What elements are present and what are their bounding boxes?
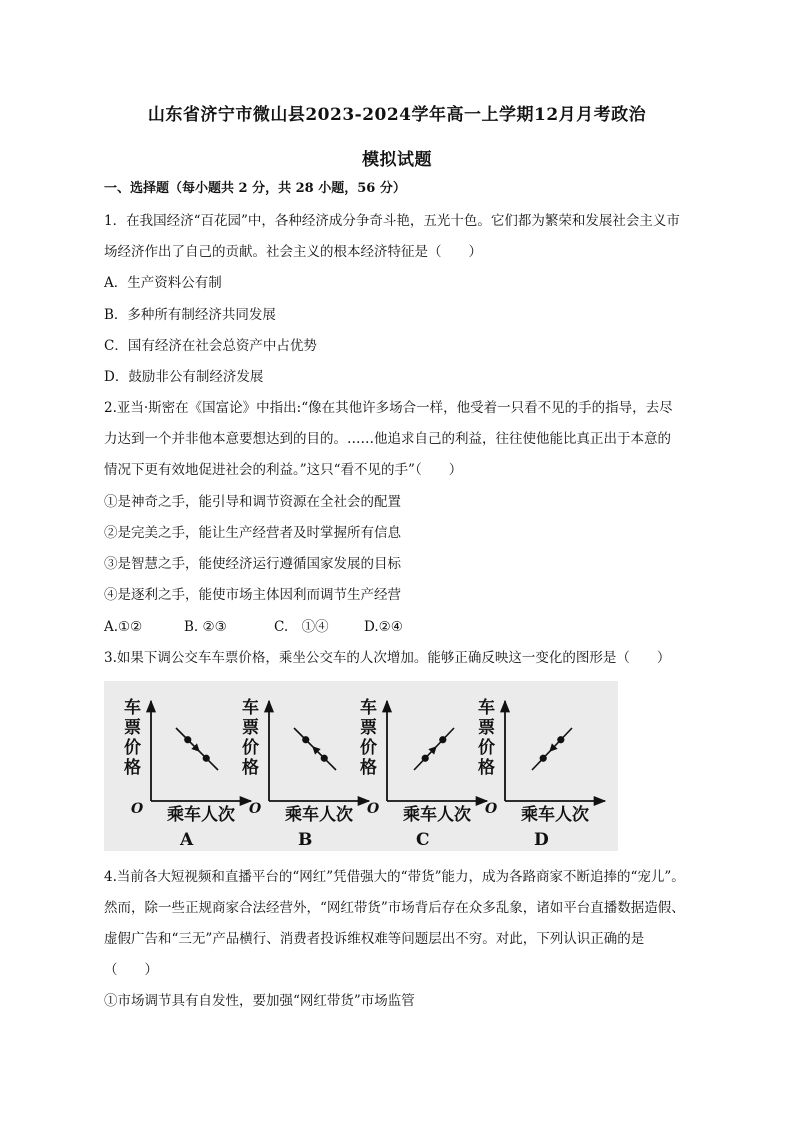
y-axis-label-char: 票	[242, 718, 259, 738]
q1-stem-line2: 场经济作出了自己的贡献。社会主义的根本经济特征是（ ）	[104, 244, 482, 260]
q2-item-2: ②是完美之手，能让生产经营者及时掌握所有信息	[104, 525, 401, 541]
q4-item-1: ①市场调节具有自发性，要加强“网红带货”市场监管	[104, 993, 415, 1009]
curve-point	[557, 736, 564, 743]
curve-point	[184, 736, 191, 743]
y-axis-label-char: 价	[360, 738, 377, 758]
q2-item-4: ④是逐利之手，能使市场主体因利而调节生产经营	[104, 587, 401, 603]
q1-option-a: A．生产资料公有制	[104, 275, 222, 291]
curve-point	[203, 755, 210, 762]
q4-stem-line4: （ ）	[104, 962, 158, 978]
graph-a	[124, 697, 251, 850]
y-axis-label-char: 车	[242, 698, 259, 718]
q2-item-3: ③是智慧之手，能使经济运行遵循国家发展的目标	[104, 556, 401, 572]
q1-stem-line1: 1．在我国经济“百花园”中，各种经济成分争奇斗艳，五光十色。它们都为繁荣和发展社会主义市	[104, 213, 680, 229]
page-title: 山东省济宁市微山县2023-2024学年高一上学期12月月考政治	[147, 105, 647, 125]
q1-option-c: C．国有经济在社会总资产中占优势	[104, 338, 317, 354]
graph-b	[242, 697, 369, 850]
section-heading: 一、选择题（每小题共 2 分，共 28 小题，56 分）	[104, 181, 406, 196]
q2-option-b: B. ②③	[184, 619, 227, 635]
curve-point	[422, 755, 429, 762]
q2-stem-line3: 情况下更有效地促进社会的利益。”这只“看不见的手”（ ）	[104, 462, 463, 478]
graph-label: B	[298, 830, 313, 850]
page-subtitle: 模拟试题	[362, 150, 432, 170]
y-axis-label-char: 格	[478, 758, 495, 778]
y-axis-label-char: 格	[242, 758, 259, 778]
q2-item-1: ①是神奇之手，能引导和调节资源在全社会的配置	[104, 494, 401, 510]
origin-label: O	[249, 801, 262, 817]
x-axis-label: 乘车人次	[167, 805, 235, 825]
y-axis-label-char: 票	[360, 718, 377, 738]
q4-stem-line3: 虚假广告和“三无”产品横行、消费者投诉维权难等问题层出不穷。对此，下列认识正确的是	[104, 931, 645, 947]
x-axis-label: 乘车人次	[285, 805, 353, 825]
curve-point	[439, 736, 446, 743]
origin-label: O	[485, 801, 498, 817]
curve-point	[321, 755, 328, 762]
origin-label: O	[367, 801, 380, 817]
y-axis-label-char: 价	[242, 738, 259, 758]
q1-option-b: B．多种所有制经济共同发展	[104, 307, 276, 323]
graph-label: A	[180, 830, 194, 850]
x-axis-label: 乘车人次	[521, 805, 589, 825]
y-axis-label-char: 格	[124, 758, 141, 778]
y-axis-label-char: 车	[360, 698, 377, 718]
y-axis-label-char: 票	[478, 718, 495, 738]
y-axis-label-char: 格	[360, 758, 377, 778]
y-axis-label-char: 车	[124, 698, 141, 718]
y-axis-label-char: 车	[478, 698, 495, 718]
q2-stem-line1: 2.亚当·斯密在《国富论》中指出:“像在其他许多场合一样，他受着一只看不见的手的指导，去尽	[104, 400, 673, 416]
graph-d	[478, 697, 605, 850]
x-axis-label: 乘车人次	[403, 805, 471, 825]
y-axis-label-char: 价	[478, 738, 495, 758]
q4-stem-line2: 然而，除一些正规商家合法经营外，“网红带货”市场背后存在众多乱象，诸如平台直播数据造假、	[104, 900, 685, 916]
q2-stem-line2: 力达到一个并非他本意要想达到的目的。……他追求自己的利益，往往使他能比真正出于本意的	[104, 431, 671, 447]
y-axis-label-char: 票	[124, 718, 141, 738]
q2-option-c: C. ①④	[274, 619, 329, 635]
q2-option-a: A.①②	[104, 619, 143, 635]
graph-c	[360, 697, 487, 850]
q3-stem: 3.如果下调公交车车票价格，乘坐公交车的人次增加。能够正确反映这一变化的图形是（ ）	[104, 650, 671, 666]
q4-stem-line1: 4.当前各大短视频和直播平台的“网红”凭借强大的“带货”能力，成为各路商家不断追捧的“宠儿”。	[104, 869, 685, 885]
q2-option-d: D.②④	[364, 619, 403, 635]
q3-graph-figure	[104, 681, 618, 851]
graph-label: D	[534, 830, 549, 850]
curve-point	[302, 736, 309, 743]
curve-point	[540, 755, 547, 762]
graph-label: C	[416, 830, 430, 850]
q1-option-d: D．鼓励非公有制经济发展	[104, 369, 264, 385]
y-axis-label-char: 价	[124, 738, 141, 758]
origin-label: O	[131, 801, 144, 817]
